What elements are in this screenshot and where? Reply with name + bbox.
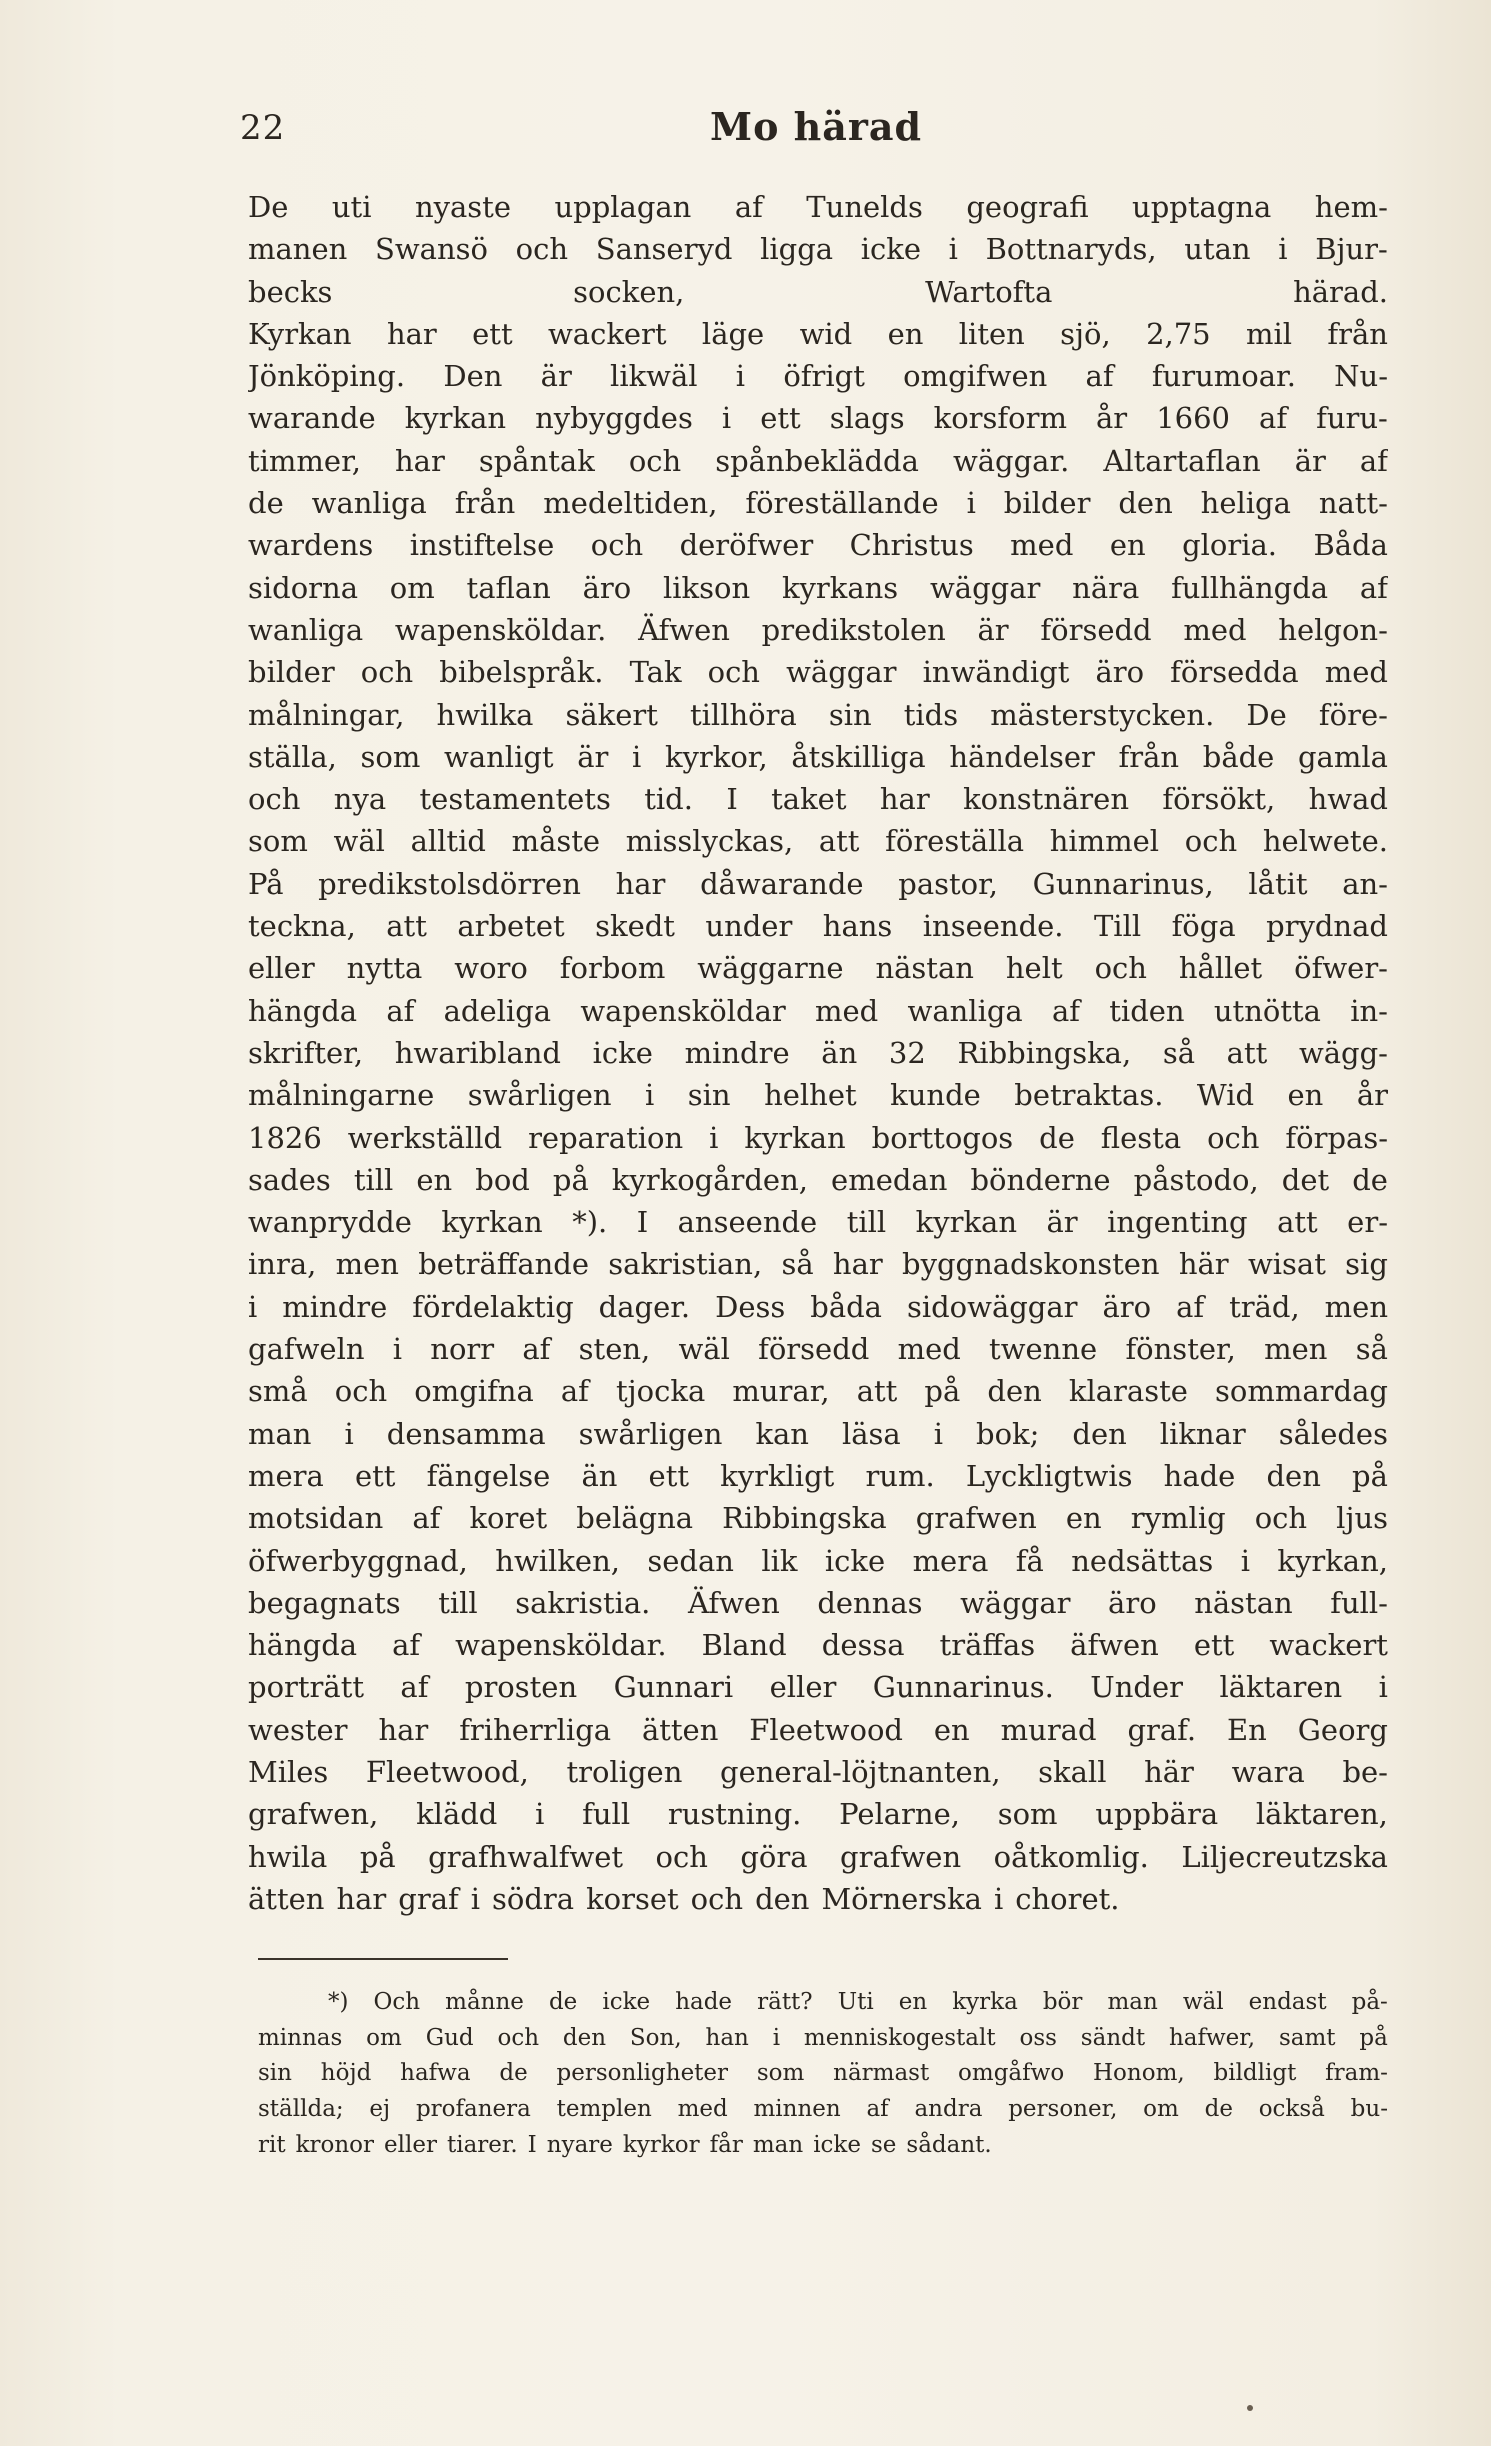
text-line: ätten har graf i södra korset och den Mörnerska i choret. [248,1881,1120,1916]
text-line: timmer, har spåntak och spånbeklädda wäggar. Altartaflan är af [248,443,1388,478]
running-head: Mo härad [710,104,923,149]
text-line: öfwerbyggnad, hwilken, sedan lik icke mera få nedsättas i kyrkan, [248,1543,1388,1578]
text-line: skrifter, hwaribland icke mindre än 32 Ribbingska, så att wägg- [248,1035,1388,1070]
text-line: eller nytta woro forbom wäggarne nästan helt och hållet öfwer- [248,951,1388,986]
text-line: och nya testamentets tid. I taket har konstnären försökt, hwad [248,782,1388,817]
text-line: Kyrkan har ett wackert läge wid en liten sjö, 2,75 mil från [248,316,1388,351]
text-line: wester har friherrliga ätten Fleetwood en murad graf. En Georg [248,1712,1388,1747]
page-header [240,100,1490,160]
footnote-line: *) Och månne de icke hade rätt? Uti en kyrka bör man wäl endast på- [328,1989,1388,2015]
text-line: ställa, som wanligt är i kyrkor, åtskilliga händelser från både gamla [248,739,1388,774]
text-line: gafweln i norr af sten, wäl försedd med twenne fönster, men så [248,1332,1388,1367]
text-line: sidorna om taflan äro likson kyrkans wäggar nära fullhängda af [248,570,1388,605]
text-line: inra, men beträffande sakristian, så har byggnadskonsten här wisat sig [248,1247,1388,1282]
text-line: mera ett fängelse än ett kyrkligt rum. Lyckligtwis hade den på [248,1458,1388,1493]
footnote-divider [258,1958,508,1960]
text-line: man i densamma swårligen kan läsa i bok; den liknar således [248,1416,1388,1451]
text-line: hängda af wapensköldar. Bland dessa träffas äfwen ett wackert [248,1628,1388,1663]
text-line: becks socken, Wartofta härad. [248,274,1388,309]
text-line: Jönköping. Den är likwäl i öfrigt omgifwen af furumoar. Nu- [248,359,1388,394]
text-line: wanliga wapensköldar. Äfwen predikstolen är försedd med helgon- [248,612,1388,647]
text-line: begagnats till sakristia. Äfwen dennas wäggar äro nästan full- [248,1585,1388,1620]
body-text [248,186,1388,1920]
footnote-line: sin höjd hafwa de personligheter som närmast omgåfwo Honom, bildligt fram- [258,2060,1388,2087]
text-line: bilder och bibelspråk. Tak och wäggar inwändigt äro försedda med [248,655,1388,690]
text-line: hwila på grafhwalfwet och göra grafwen oåtkomlig. Liljecreutzska [248,1839,1388,1874]
paper-speck [1247,2405,1253,2411]
text-line: porträtt af prosten Gunnari eller Gunnarinus. Under läktaren i [248,1670,1388,1705]
text-line: sades till en bod på kyrkogården, emedan bönderne påstodo, det de [248,1162,1388,1197]
footnote-line: rit kronor eller tiarer. I nyare kyrkor får man icke se sådant. [258,2131,992,2158]
footnotes [258,1985,1388,2163]
text-line: De uti nyaste upplagan af Tunelds geografi upptagna hem- [248,190,1388,224]
text-line: de wanliga från medeltiden, föreställande i bilder den heliga natt- [248,486,1388,521]
text-line: hängda af adeliga wapensköldar med wanliga af tiden utnötta in- [248,993,1388,1028]
text-line: små och omgifna af tjocka murar, att på den klaraste sommardag [248,1374,1388,1409]
text-line: i mindre fördelaktig dager. Dess båda sidowäggar äro af träd, men [248,1289,1388,1324]
text-line: manen Swansö och Sanseryd ligga icke i Bottnaryds, utan i Bjur- [248,232,1388,267]
text-line: grafwen, klädd i full rustning. Pelarne, som uppbära läktaren, [248,1797,1388,1832]
text-line: wardens instiftelse och deröfwer Christus med en gloria. Båda [248,528,1388,563]
text-line: wanprydde kyrkan *). I anseende till kyrkan är ingenting att er- [248,1205,1388,1240]
text-line: teckna, att arbetet skedt under hans inseende. Till föga prydnad [248,909,1388,944]
text-line: målningar, hwilka säkert tillhöra sin tids mästerstycken. De före- [248,697,1388,732]
text-line: Miles Fleetwood, troligen general-löjtnanten, skall här wara be- [248,1754,1388,1789]
text-line: motsidan af koret belägna Ribbingska grafwen en rymlig och ljus [248,1501,1388,1536]
footnote-line: minnas om Gud och den Son, han i menniskogestalt oss sändt hafwer, samt på [258,2024,1388,2051]
text-line: 1826 werkställd reparation i kyrkan borttogos de flesta och förpas- [248,1120,1388,1155]
text-line: warande kyrkan nybyggdes i ett slags korsform år 1660 af furu- [248,401,1388,436]
footnote-line: ställda; ej profanera templen med minnen af andra personer, om de också bu- [258,2096,1388,2123]
text-line: På predikstolsdörren har dåwarande pastor, Gunnarinus, låtit an- [248,866,1388,901]
text-line: som wäl alltid måste misslyckas, att föreställa himmel och helwete. [248,824,1388,859]
text-line: målningarne swårligen i sin helhet kunde betraktas. Wid en år [248,1078,1388,1113]
page-number: 22 [240,108,286,148]
